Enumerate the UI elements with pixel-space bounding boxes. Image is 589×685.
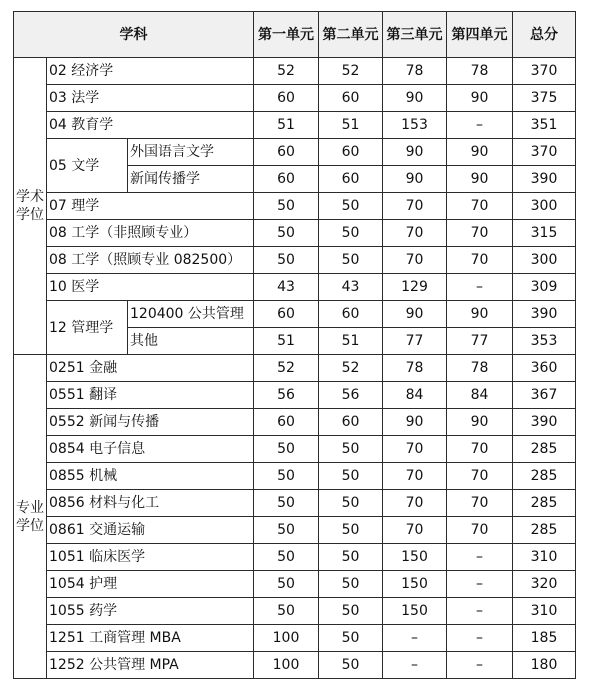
score-cell: 50 — [254, 247, 319, 274]
score-cell: 56 — [254, 382, 319, 409]
score-cell: 90 — [383, 85, 447, 112]
score-cell: 153 — [383, 112, 447, 139]
score-cell: 50 — [319, 220, 383, 247]
total-cell: 310 — [513, 598, 576, 625]
total-cell: 370 — [513, 58, 576, 85]
subject-name: 0861 交通运输 — [47, 517, 254, 544]
total-cell: 367 — [513, 382, 576, 409]
score-cell: 50 — [319, 436, 383, 463]
total-cell: 285 — [513, 436, 576, 463]
score-cell: 56 — [319, 382, 383, 409]
score-cell: 51 — [319, 112, 383, 139]
table-row — [14, 571, 576, 598]
score-cell: 50 — [254, 544, 319, 571]
table-row — [14, 436, 576, 463]
score-cell: 70 — [383, 193, 447, 220]
score-cell: 90 — [383, 166, 447, 193]
score-cell: 100 — [254, 625, 319, 652]
score-cell: – — [383, 652, 447, 679]
score-cell: 50 — [254, 220, 319, 247]
subject-name: 07 理学 — [47, 193, 254, 220]
score-cell: 50 — [254, 193, 319, 220]
score-cell: 150 — [383, 544, 447, 571]
subject-name: 05 文学 — [47, 139, 128, 193]
table-row — [14, 58, 576, 85]
total-cell: 360 — [513, 355, 576, 382]
score-cell: 60 — [319, 166, 383, 193]
score-cell: – — [447, 571, 513, 598]
score-cell: 50 — [319, 193, 383, 220]
total-cell: 285 — [513, 463, 576, 490]
score-cell: 60 — [254, 85, 319, 112]
table-row — [14, 490, 576, 517]
score-cell: – — [447, 652, 513, 679]
total-cell: 180 — [513, 652, 576, 679]
subject-name: 08 工学（照顾专业 082500） — [47, 247, 254, 274]
score-cell: 60 — [254, 166, 319, 193]
score-cell: 43 — [319, 274, 383, 301]
score-cell: – — [447, 544, 513, 571]
subject-name: 0854 电子信息 — [47, 436, 254, 463]
score-cell: 70 — [383, 220, 447, 247]
header-unit-1: 第一单元 — [254, 12, 319, 58]
total-cell: 185 — [513, 625, 576, 652]
score-cell: 50 — [319, 625, 383, 652]
score-cell: 50 — [319, 463, 383, 490]
score-cell: 90 — [447, 139, 513, 166]
score-cell: 90 — [447, 166, 513, 193]
score-cell: 52 — [254, 355, 319, 382]
score-cell: 50 — [254, 598, 319, 625]
subject-name: 0855 机械 — [47, 463, 254, 490]
subject-name: 10 医学 — [47, 274, 254, 301]
subject-name: 02 经济学 — [47, 58, 254, 85]
table-row — [14, 301, 576, 328]
score-cell: 150 — [383, 571, 447, 598]
score-cell: 50 — [319, 652, 383, 679]
score-cell: 50 — [319, 544, 383, 571]
subfield-name: 120400 公共管理 — [128, 301, 254, 328]
subject-name: 04 教育学 — [47, 112, 254, 139]
group-label-professional: 专业学位 — [14, 355, 47, 679]
score-cell: 43 — [254, 274, 319, 301]
score-cell: 90 — [383, 301, 447, 328]
score-cell: 70 — [383, 436, 447, 463]
score-cell: 90 — [447, 85, 513, 112]
score-cell: 60 — [319, 301, 383, 328]
total-cell: 320 — [513, 571, 576, 598]
total-cell: 375 — [513, 85, 576, 112]
subject-name: 1054 护理 — [47, 571, 254, 598]
total-cell: 390 — [513, 409, 576, 436]
table-row — [14, 247, 576, 274]
score-cell: 52 — [319, 58, 383, 85]
score-cell: 84 — [447, 382, 513, 409]
score-cell: 100 — [254, 652, 319, 679]
group-label-academic: 学术学位 — [14, 58, 47, 355]
subject-name: 1251 工商管理 MBA — [47, 625, 254, 652]
score-cell: 60 — [319, 139, 383, 166]
total-cell: 390 — [513, 301, 576, 328]
table-row — [14, 139, 576, 166]
total-cell: 310 — [513, 544, 576, 571]
subject-name: 0551 翻译 — [47, 382, 254, 409]
table-row — [14, 409, 576, 436]
score-cell: 70 — [447, 247, 513, 274]
total-cell: 353 — [513, 328, 576, 355]
subfield-name: 新闻传播学 — [128, 166, 254, 193]
table-row — [14, 382, 576, 409]
subfield-name: 外国语言文学 — [128, 139, 254, 166]
subject-name: 0552 新闻与传播 — [47, 409, 254, 436]
score-cell: – — [447, 112, 513, 139]
score-cell: 70 — [383, 247, 447, 274]
subject-name: 12 管理学 — [47, 301, 128, 355]
score-cell: 70 — [383, 463, 447, 490]
score-table-container — [13, 11, 576, 679]
total-cell: 285 — [513, 517, 576, 544]
table-row — [14, 598, 576, 625]
score-cell: – — [447, 274, 513, 301]
table-row — [14, 112, 576, 139]
score-cell: 60 — [254, 409, 319, 436]
score-cell: 90 — [383, 409, 447, 436]
table-row — [14, 544, 576, 571]
score-cell: – — [447, 598, 513, 625]
subject-name: 1051 临床医学 — [47, 544, 254, 571]
score-cell: 78 — [383, 58, 447, 85]
score-cell: 70 — [447, 193, 513, 220]
total-cell: 309 — [513, 274, 576, 301]
score-cell: 50 — [254, 517, 319, 544]
total-cell: 390 — [513, 166, 576, 193]
subject-name: 0251 金融 — [47, 355, 254, 382]
score-cell: 51 — [254, 328, 319, 355]
score-cell: 78 — [447, 355, 513, 382]
score-cell: 150 — [383, 598, 447, 625]
score-cell: 90 — [447, 301, 513, 328]
score-cell: 50 — [319, 598, 383, 625]
score-table — [13, 11, 576, 679]
subject-name: 1055 药学 — [47, 598, 254, 625]
score-cell: 129 — [383, 274, 447, 301]
score-cell: 70 — [447, 517, 513, 544]
table-row — [14, 625, 576, 652]
score-cell: 70 — [447, 436, 513, 463]
score-cell: 50 — [319, 517, 383, 544]
score-cell: 50 — [254, 436, 319, 463]
score-cell: 50 — [254, 463, 319, 490]
subfield-name: 其他 — [128, 328, 254, 355]
score-cell: 60 — [319, 85, 383, 112]
score-cell: 90 — [383, 139, 447, 166]
score-cell: 77 — [447, 328, 513, 355]
total-cell: 300 — [513, 193, 576, 220]
subject-name: 1252 公共管理 MPA — [47, 652, 254, 679]
score-cell: 50 — [254, 490, 319, 517]
score-cell: 78 — [447, 58, 513, 85]
score-cell: 51 — [254, 112, 319, 139]
total-cell: 285 — [513, 490, 576, 517]
score-cell: 70 — [383, 517, 447, 544]
score-cell: 60 — [254, 301, 319, 328]
header-total: 总分 — [513, 12, 576, 58]
score-cell: – — [447, 625, 513, 652]
score-cell: 51 — [319, 328, 383, 355]
total-cell: 351 — [513, 112, 576, 139]
score-cell: 50 — [319, 490, 383, 517]
table-row — [14, 517, 576, 544]
score-cell: 70 — [447, 220, 513, 247]
table-row — [14, 652, 576, 679]
header-subject: 学科 — [14, 12, 254, 58]
score-cell: 70 — [383, 490, 447, 517]
table-row — [14, 85, 576, 112]
subject-name: 08 工学（非照顾专业） — [47, 220, 254, 247]
table-row — [14, 274, 576, 301]
score-cell: 60 — [254, 139, 319, 166]
score-cell: 70 — [447, 490, 513, 517]
score-cell: 70 — [447, 463, 513, 490]
header-unit-2: 第二单元 — [319, 12, 383, 58]
score-cell: 50 — [319, 247, 383, 274]
score-cell: 52 — [254, 58, 319, 85]
table-row — [14, 355, 576, 382]
score-cell: 60 — [319, 409, 383, 436]
total-cell: 315 — [513, 220, 576, 247]
total-cell: 300 — [513, 247, 576, 274]
score-cell: – — [383, 625, 447, 652]
score-cell: 78 — [383, 355, 447, 382]
total-cell: 370 — [513, 139, 576, 166]
table-row — [14, 193, 576, 220]
score-cell: 50 — [254, 571, 319, 598]
subject-name: 03 法学 — [47, 85, 254, 112]
score-cell: 90 — [447, 409, 513, 436]
score-cell: 52 — [319, 355, 383, 382]
score-cell: 84 — [383, 382, 447, 409]
header-unit-4: 第四单元 — [447, 12, 513, 58]
table-row — [14, 220, 576, 247]
score-cell: 50 — [319, 571, 383, 598]
table-row — [14, 463, 576, 490]
score-cell: 77 — [383, 328, 447, 355]
subject-name: 0856 材料与化工 — [47, 490, 254, 517]
header-unit-3: 第三单元 — [383, 12, 447, 58]
header-row — [14, 12, 576, 58]
